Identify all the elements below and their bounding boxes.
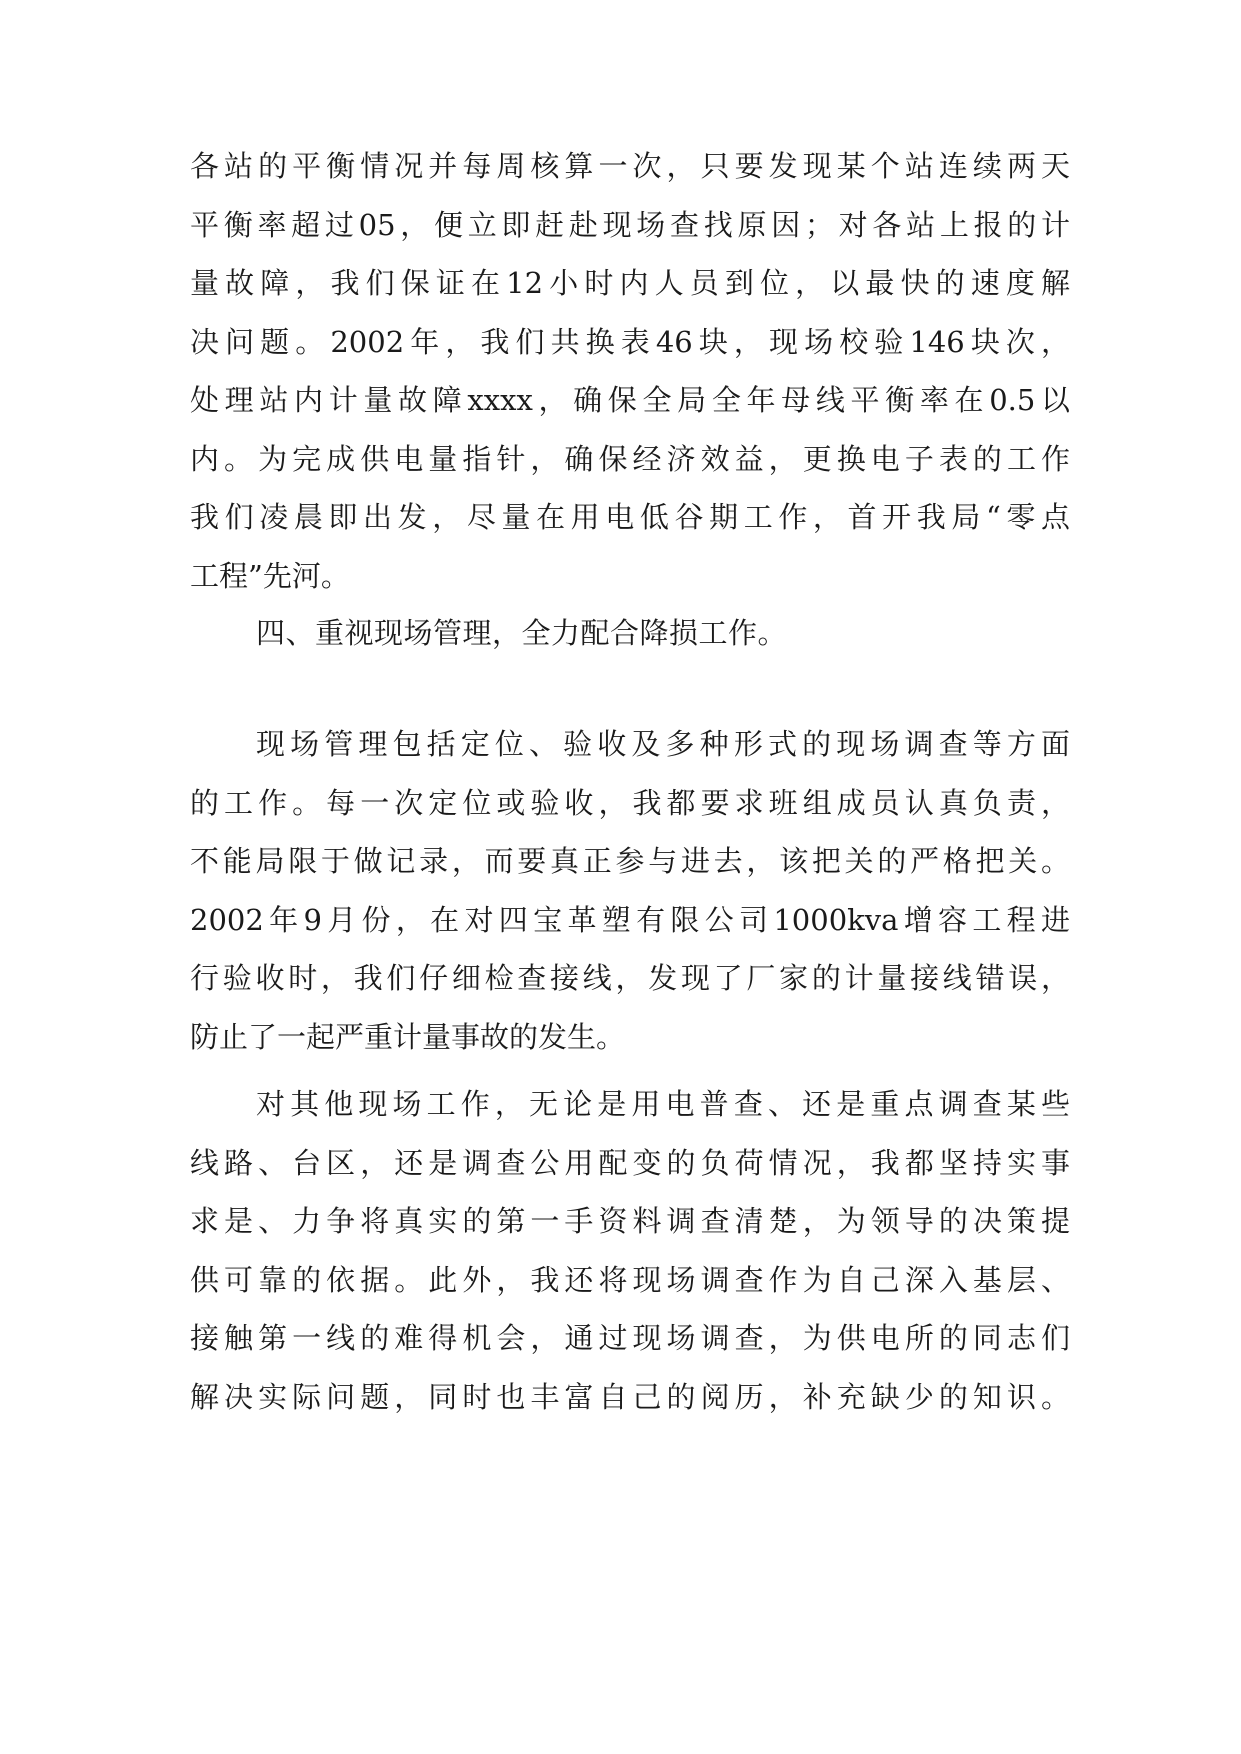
text-line: 量故障，我们保证在12小时内人员到位，以最快的速度解 — [190, 266, 1070, 300]
text-line: 平衡率超过05，便立即赶赴现场查找原因；对各站上报的计 — [190, 207, 1070, 242]
paragraph-1 — [190, 137, 1070, 605]
paragraph-4 — [190, 1075, 1070, 1426]
text-line: 现场管理包括定位、验收及多种形式的现场调查等方面 — [256, 727, 1070, 761]
text-line: 求是、力争将真实的第一手资料调查清楚，为领导的决策提 — [190, 1204, 1070, 1238]
text-line: 处理站内计量故障xxxx，确保全局全年母线平衡率在0.5以 — [190, 383, 1070, 417]
text-line: 防止了一起严重计量事故的发生。 — [190, 1019, 626, 1054]
text-line: 供可靠的依据。此外，我还将现场调查作为自己深入基层、 — [190, 1262, 1070, 1297]
text-line: 决问题。2002年，我们共换表46块，现场校验146块次， — [190, 324, 1070, 359]
text-line: 工程”先河。 — [190, 558, 350, 593]
paragraph-3 — [190, 715, 1070, 1066]
heading-line: 四、重视现场管理，全力配合降损工作。 — [256, 616, 788, 650]
text-line: 的工作。每一次定位或验收，我都要求班组成员认真负责， — [190, 785, 1070, 820]
text-line: 各站的平衡情况并每周核算一次，只要发现某个站连续两天 — [190, 149, 1070, 183]
section-heading — [190, 604, 1070, 663]
text-line: 接触第一线的难得机会，通过现场调查，为供电所的同志们 — [190, 1321, 1070, 1355]
text-line: 行验收时，我们仔细检查接线，发现了厂家的计量接线错误， — [190, 961, 1070, 995]
text-line: 内。为完成供电量指针，确保经济效益，更换电子表的工作 — [190, 441, 1070, 476]
text-line: 对其他现场工作，无论是用电普查、还是重点调查某些 — [256, 1087, 1070, 1121]
text-line: 线路、台区，还是调查公用配变的负荷情况，我都坚持实事 — [190, 1145, 1070, 1180]
text-line: 解决实际问题，同时也丰富自己的阅历，补充缺少的知识。 — [190, 1379, 1070, 1414]
text-line: 不能局限于做记录，而要真正参与进去，该把关的严格把关。 — [190, 844, 1070, 878]
text-line: 我们凌晨即出发，尽量在用电低谷期工作，首开我局“零点 — [190, 500, 1070, 534]
text-line: 2002年9月份，在对四宝革塑有限公司1000kva增容工程进 — [190, 902, 1070, 937]
